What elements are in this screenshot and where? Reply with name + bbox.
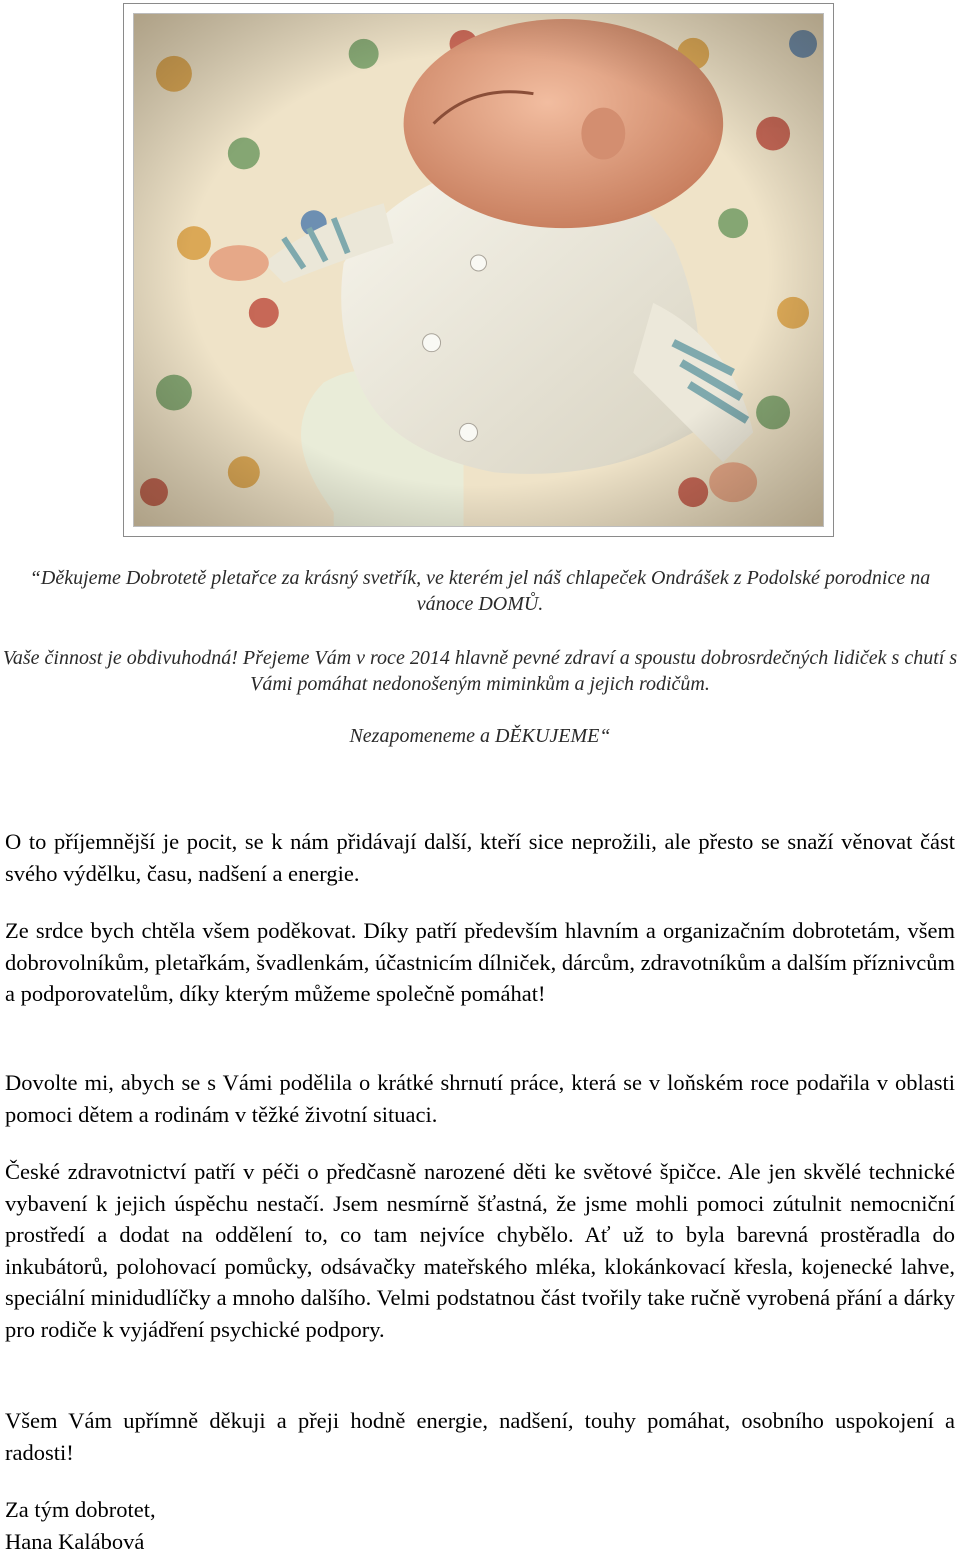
quote-closing: Nezapomeneme a DĚKUJEME“ bbox=[0, 723, 960, 749]
body-paragraph: Dovolte mi, abych se s Vámi podělila o krátké shrnutí práce, která se v loňském roce podařila v oblasti pomoci dětem a rodinám v těžké životní situaci. bbox=[5, 1067, 955, 1130]
baby-photo bbox=[133, 13, 824, 527]
baby-photo-illustration bbox=[134, 14, 823, 526]
quote-paragraph-2: Vaše činnost je obdivuhodná! Přejeme Vám v roce 2014 hlavně pevné zdraví a spoustu dobrosrdečných lidiček s chutí s Vámi pomáhat nedonošeným miminkům a jejich rodičům. bbox=[0, 645, 960, 697]
body-paragraph: O to příjemnější je pocit, se k nám přidávají další, kteří sice neprožili, ale přesto se snaží věnovat část svého výdělku, času, nadšení a energie. bbox=[5, 826, 955, 889]
body-paragraph: Ze srdce bych chtěla všem poděkovat. Díky patří především hlavním a organizačním dobrotetám, všem dobrovolníkům, pletařkám, švadlenkám, účastnicím dílniček, dárcům, zdravotníkům a dalším příznivcům a podporovatelům, díky kterým můžeme společně pomáhat! bbox=[5, 915, 955, 1010]
body-paragraph: Všem Vám upřímně děkuji a přeji hodně energie, nadšení, touhy pomáhat, osobního uspokojení a radosti! bbox=[5, 1405, 955, 1468]
signature bbox=[5, 1494, 955, 1557]
signature-line-name: Hana Kalábová bbox=[5, 1526, 955, 1557]
body-paragraph: České zdravotnictví patří v péči o předčasně narozené děti ke světové špičce. Ale jen skvělé technické vybavení k jejich úspěchu nestačí. Jsem nesmírně šťastná, že jsme mohli pomoci zútulnit nemocniční prostředí a dodat na oddělení to, co tam nejvíce chybělo. Ať už to byla barevná prostěradla do inkubátorů, polohovací pomůcky, odsávačky mateřského mléka, klokánkovací křesla, kojenecké lahve, speciální minidudlíčky a mnoho dalšího. Velmi podstatnou část tvořily take ručně vyrobená přání a dárky pro rodiče k vyjádření psychické podpory. bbox=[5, 1156, 955, 1345]
signature-line-team: Za tým dobrotet, bbox=[5, 1494, 955, 1526]
baby-photo-frame bbox=[123, 3, 834, 537]
quote-paragraph-1: “Děkujeme Dobrotetě pletařce za krásný svetřík, ve kterém jel náš chlapeček Ondrášek z Podolské porodnice na vánoce DOMŮ. bbox=[0, 565, 960, 617]
